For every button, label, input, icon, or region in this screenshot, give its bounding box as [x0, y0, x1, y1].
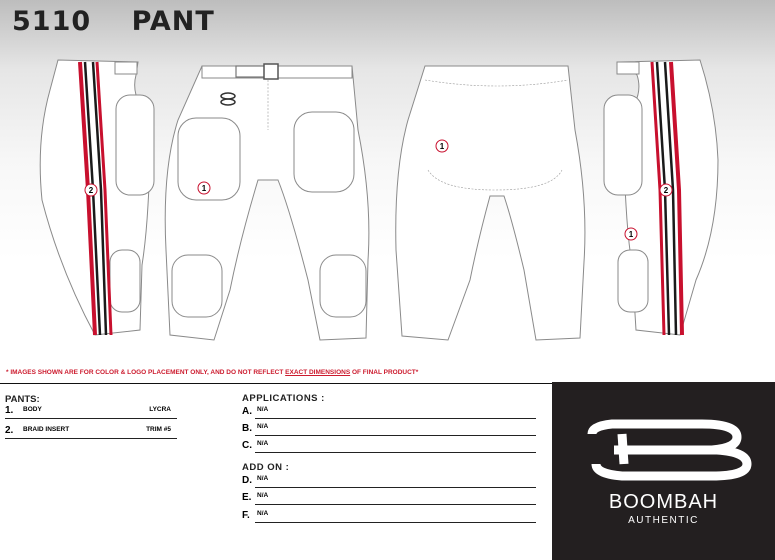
component-material: LYCRA [149, 406, 171, 413]
knee-pad-left [172, 255, 222, 317]
row-number: 2. [5, 425, 14, 436]
row-letter: C. [242, 440, 252, 451]
pant-back-view [396, 66, 585, 340]
application-value: N/A [257, 440, 269, 447]
add-on-row [242, 474, 536, 488]
row-letter: F. [242, 510, 250, 521]
row-number: 1. [5, 405, 14, 416]
row-letter: D. [242, 475, 252, 486]
belt-loop [617, 62, 639, 74]
belt-loop [115, 62, 137, 74]
row-letter: A. [242, 406, 252, 417]
thigh-pad [116, 95, 154, 195]
svg-text:2: 2 [88, 186, 94, 195]
entry-line [255, 435, 536, 436]
add-on-value: N/A [257, 475, 269, 482]
knee-pad-right [320, 255, 366, 317]
style-name: PANT [131, 6, 215, 37]
pant-side-view-left [40, 60, 154, 335]
knee-pad [110, 250, 140, 312]
callout-badge-braid-left [85, 184, 97, 196]
component-name: BRAID INSERT [23, 426, 70, 433]
svg-text:1: 1 [628, 230, 634, 239]
add-on-value: N/A [257, 510, 269, 517]
callout-badge-braid-right [660, 184, 672, 196]
row-letter: E. [242, 492, 252, 503]
disclaimer-text: * IMAGES SHOWN ARE FOR COLOR & LOGO PLACEMENT ONLY, AND DO NOT REFLECT [6, 369, 286, 376]
component-name: BODY [23, 406, 42, 413]
belt-buckle [264, 64, 278, 79]
application-row [242, 405, 536, 419]
svg-text:1: 1 [439, 142, 445, 151]
application-row [242, 422, 536, 436]
application-row [242, 439, 536, 453]
svg-text:1: 1 [201, 184, 207, 193]
knee-pad [618, 250, 648, 312]
row-letter: B. [242, 423, 252, 434]
brand-panel [552, 382, 775, 560]
disclaimer-text-end: OF FINAL PRODUCT* [350, 369, 419, 376]
pants-row [5, 425, 177, 439]
add-on-row [242, 509, 536, 523]
callout-badge-body-side [625, 228, 637, 240]
pant-side-view-right [604, 60, 718, 335]
svg-text:2: 2 [663, 186, 669, 195]
application-value: N/A [257, 406, 269, 413]
brand-tagline: AUTHENTIC [628, 515, 699, 526]
add-on-heading: ADD ON : [242, 462, 290, 473]
callout-badge-body-back [436, 140, 448, 152]
brand-name: BOOMBAH [608, 491, 719, 513]
disclaimer-emphasis: EXACT DIMENSIONS [285, 369, 351, 376]
pants-heading: PANTS: [5, 394, 40, 405]
entry-line [255, 522, 536, 523]
component-material: TRIM #5 [146, 426, 171, 433]
thigh-pad [604, 95, 642, 195]
entry-line [255, 418, 536, 419]
callout-badge-body-front [198, 182, 210, 194]
application-value: N/A [257, 423, 269, 430]
pant-front-view [165, 64, 369, 340]
disclaimer-note [6, 369, 418, 376]
applications-heading: APPLICATIONS : [242, 393, 325, 404]
entry-line [255, 487, 536, 488]
boombah-logo-icon [552, 382, 775, 482]
add-on-value: N/A [257, 492, 269, 499]
section-divider [0, 383, 552, 384]
pants-row [5, 405, 177, 419]
style-code: 5110 [12, 6, 92, 37]
add-on-row [242, 491, 536, 505]
thigh-pad-right [294, 112, 354, 192]
entry-line [255, 452, 536, 453]
entry-line [255, 504, 536, 505]
